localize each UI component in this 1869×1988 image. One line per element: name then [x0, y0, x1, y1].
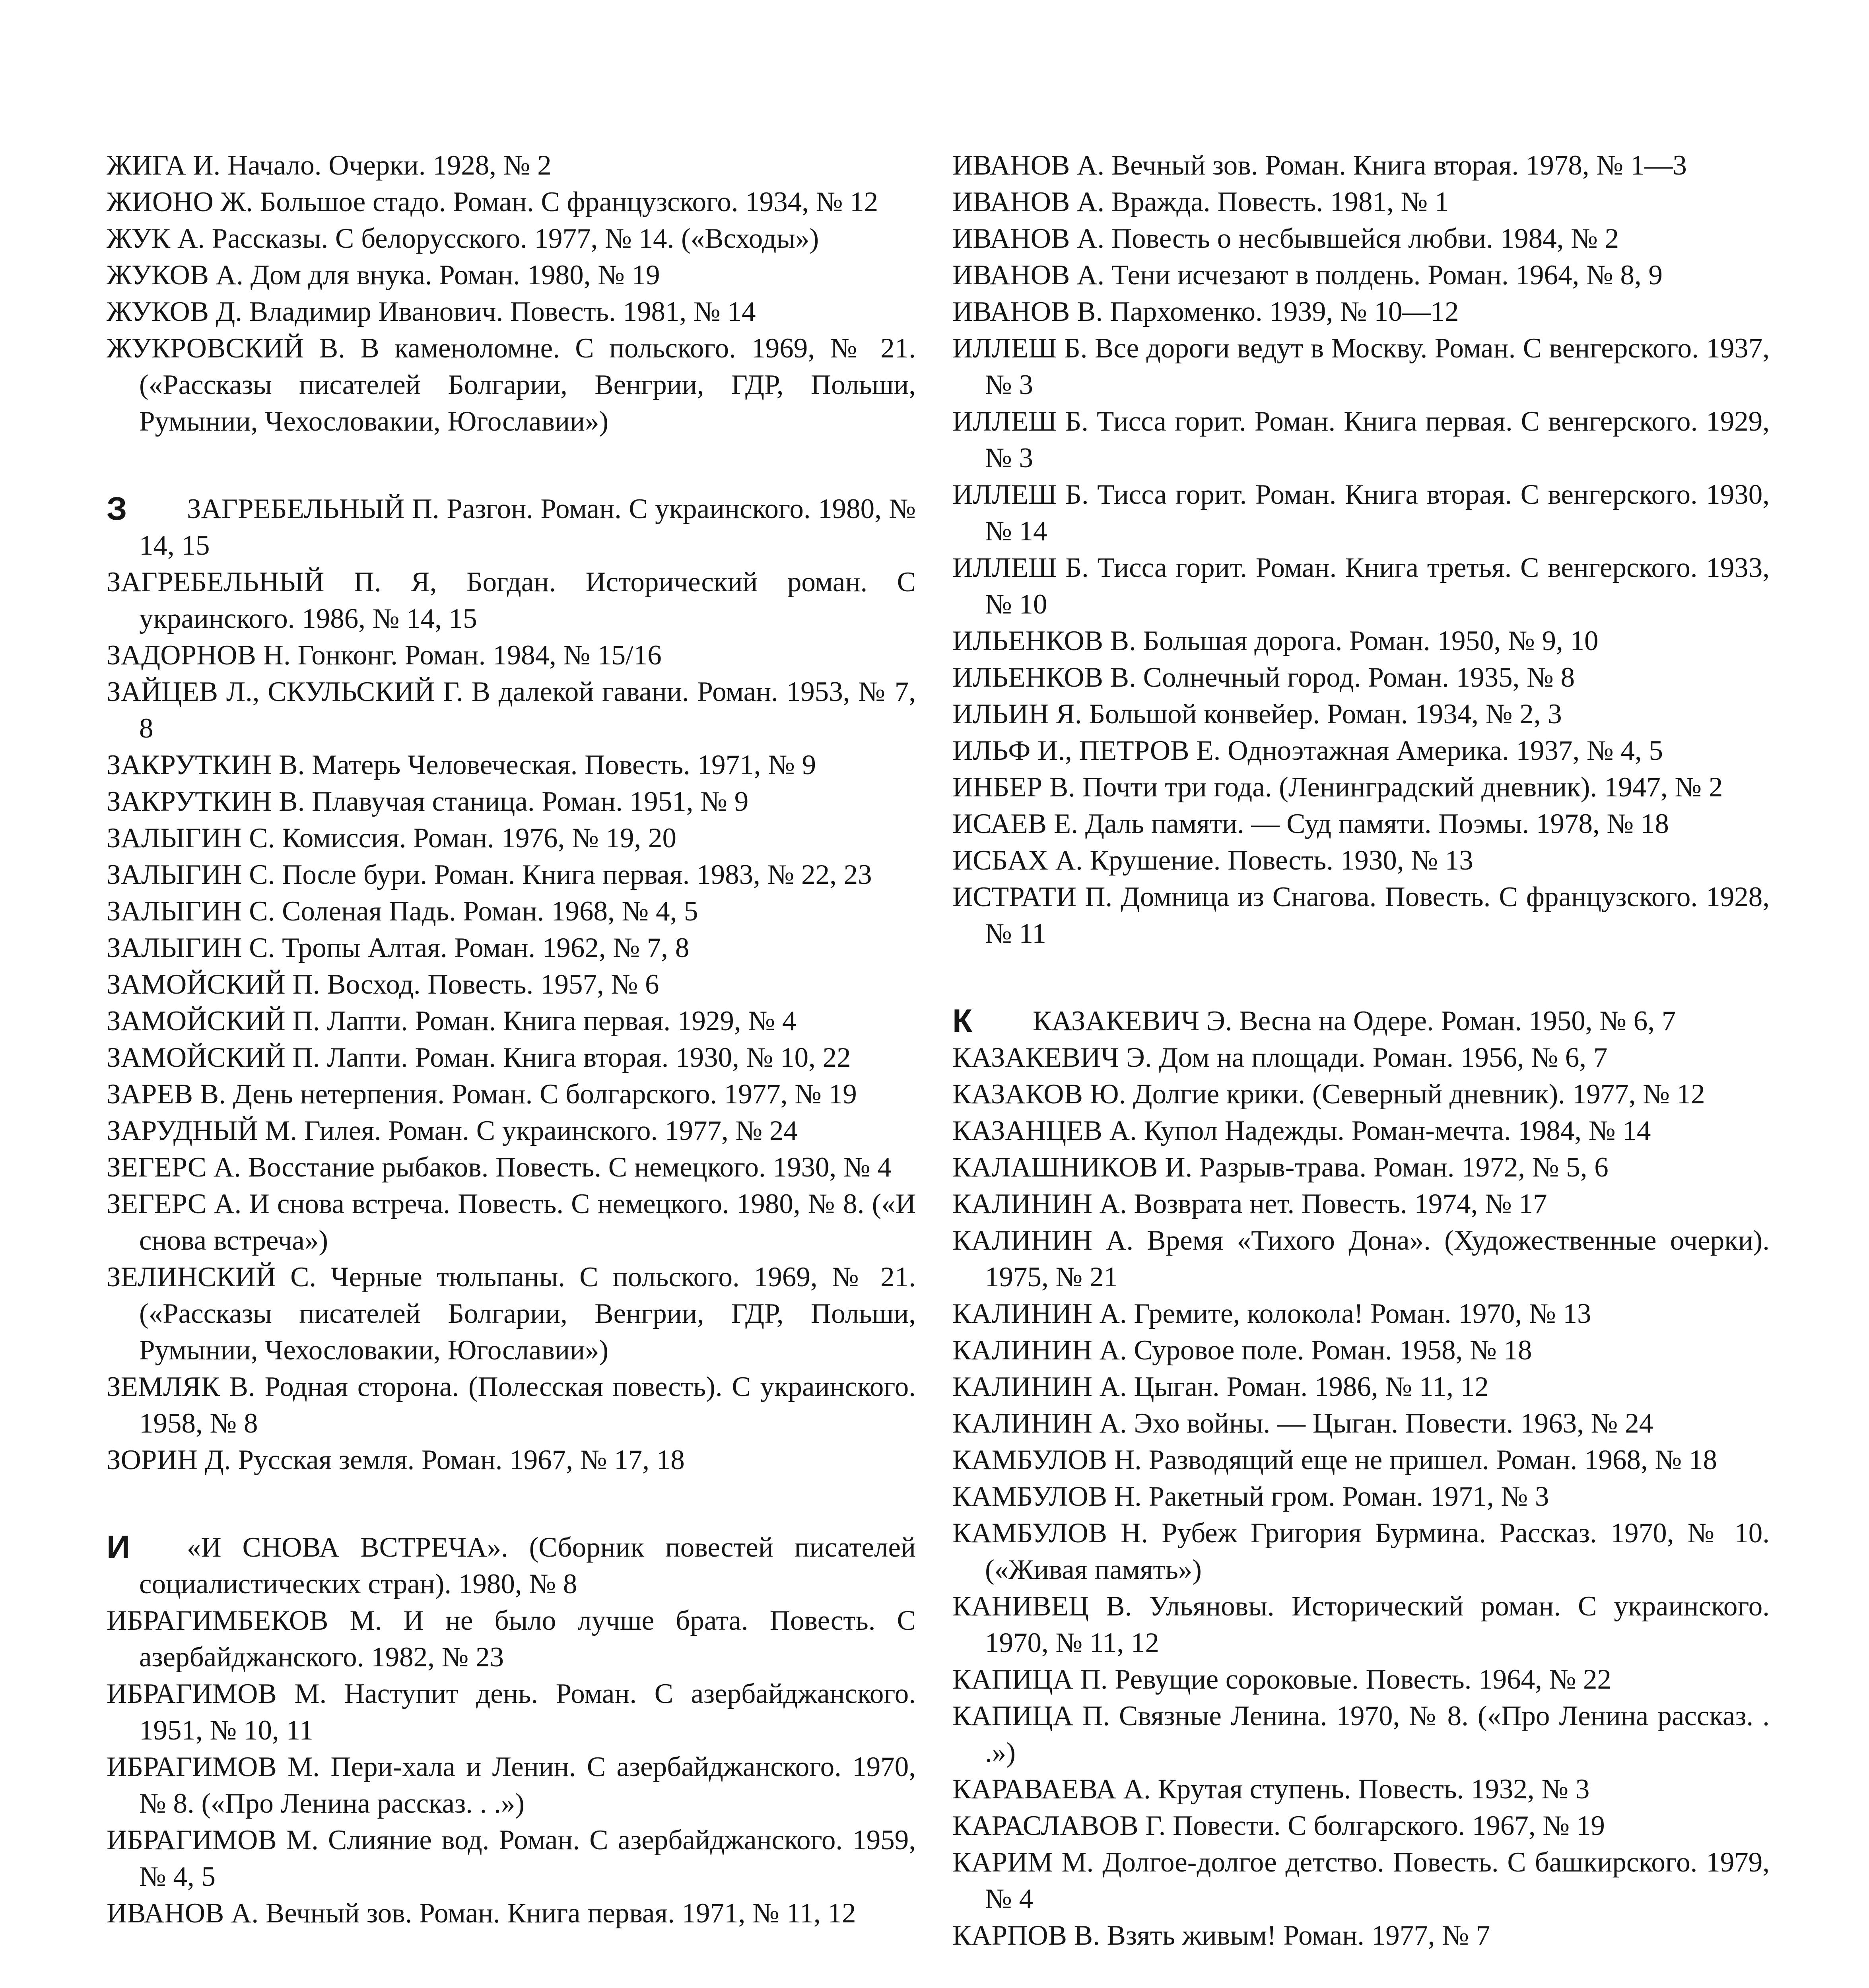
- bibliography-entry: КАЗАКЕВИЧ Э. Весна на Одере. Роман. 1950, № 6, 7: [1033, 1006, 1676, 1037]
- entry-list: [107, 491, 916, 1478]
- bibliography-entry: ЗАДОРНОВ Н. Гонконг. Роман. 1984, № 15/16: [107, 640, 662, 671]
- bibliography-entry: ЗАКРУТКИН В. Матерь Человеческая. Повесть. 1971, № 9: [107, 749, 816, 780]
- bibliography-entry: ЗАРЕВ В. День нетерпения. Роман. С болгарского. 1977, № 19: [107, 1079, 857, 1110]
- bibliography-entry: ЗАМОЙСКИЙ П. Лапти. Роман. Книга первая. 1929, № 4: [107, 1006, 797, 1037]
- bibliography-entry: КАПИЦА П. Ревущие сороковые. Повесть. 1964, № 22: [952, 1664, 1612, 1695]
- bibliography-entry: ЗАЛЫГИН С. После бури. Роман. Книга первая. 1983, № 22, 23: [107, 859, 872, 890]
- bibliography-entry: ЗАЛЫГИН С. Соленая Падь. Роман. 1968, № 4, 5: [107, 896, 698, 927]
- bibliography-entry: ЖУКОВ А. Дом для внука. Роман. 1980, № 19: [107, 260, 660, 291]
- bibliography-entry: ИБРАГИМОВ М. Пери-хала и Ленин. С азербайджанского. 1970, № 8. («Про Ленина рассказ. . .»): [107, 1751, 916, 1819]
- letter-section: [107, 1529, 916, 1932]
- bibliography-entry: ЗАКРУТКИН В. Плавучая станица. Роман. 1951, № 9: [107, 786, 749, 817]
- bibliography-entry: ЗАЛЫГИН С. Тропы Алтая. Роман. 1962, № 7, 8: [107, 932, 690, 963]
- bibliography-entry: ЖИОНО Ж. Большое стадо. Роман. С французского. 1934, № 12: [107, 186, 878, 217]
- bibliography-entry: КАНИВЕЦ В. Ульяновы. Исторический роман. С украинского. 1970, № 11, 12: [952, 1591, 1770, 1658]
- bibliography-entry: ИВАНОВ А. Вражда. Повесть. 1981, № 1: [952, 186, 1449, 217]
- bibliography-entry: ИЛЛЕШ Б. Все дороги ведут в Москву. Роман. С венгерского. 1937, № 3: [952, 333, 1770, 400]
- bibliography-entry: ЗАМОЙСКИЙ П. Восход. Повесть. 1957, № 6: [107, 969, 659, 1000]
- bibliography-entry: КАЗАКЕВИЧ Э. Дом на площади. Роман. 1956, № 6, 7: [952, 1042, 1608, 1073]
- entry-list: [952, 147, 1770, 952]
- bibliography-entry: ЗАГРЕБЕЛЬНЫЙ П. Я, Богдан. Исторический роман. С украинского. 1986, № 14, 15: [107, 567, 916, 634]
- bibliography-entry: КАРИМ М. Долгое-долгое детство. Повесть. С башкирского. 1979, № 4: [952, 1847, 1770, 1914]
- letter-section: [952, 1003, 1770, 1954]
- bibliography-entry: ИЛЛЕШ Б. Тисса горит. Роман. Книга вторая. С венгерского. 1930, № 14: [952, 479, 1770, 547]
- bibliography-entry: КАЗАНЦЕВ А. Купол Надежды. Роман-мечта. 1984, № 14: [952, 1115, 1651, 1146]
- bibliography-entry: ЗАЛЫГИН С. Комиссия. Роман. 1976, № 19, 20: [107, 823, 677, 854]
- bibliography-entry: ЗАГРЕБЕЛЬНЫЙ П. Разгон. Роман. С украинского. 1980, № 14, 15: [139, 493, 916, 561]
- bibliography-entry: КАРАВАЕВА А. Крутая ступень. Повесть. 1932, № 3: [952, 1774, 1590, 1805]
- entry-list: [952, 1003, 1770, 1954]
- bibliography-entry: КАМБУЛОВ Н. Ракетный гром. Роман. 1971, № 3: [952, 1481, 1549, 1512]
- bibliography-entry: КАЛАШНИКОВ И. Разрыв-трава. Роман. 1972, № 5, 6: [952, 1152, 1609, 1183]
- bibliography-entry: ЖУКОВ Д. Владимир Иванович. Повесть. 1981, № 14: [107, 296, 756, 327]
- bibliography-entry: ЗАРУДНЫЙ М. Гилея. Роман. С украинского. 1977, № 24: [107, 1115, 798, 1146]
- bibliography-entry: ИВАНОВ В. Пархоменко. 1939, № 10—12: [952, 296, 1459, 327]
- bibliography-entry: КАЛИНИН А. Гремите, колокола! Роман. 1970, № 13: [952, 1298, 1591, 1329]
- bibliography-entry: КАЛИНИН А. Возврата нет. Повесть. 1974, № 17: [952, 1188, 1547, 1219]
- bibliography-entry: ИСБАХ А. Крушение. Повесть. 1930, № 13: [952, 845, 1473, 876]
- right-column: [952, 147, 1770, 1954]
- bibliography-entry: КАМБУЛОВ Н. Разводящий еще не пришел. Роман. 1968, № 18: [952, 1444, 1717, 1475]
- bibliography-entry: ИЛЬФ И., ПЕТРОВ Е. Одноэтажная Америка. 1937, № 4, 5: [952, 735, 1663, 766]
- bibliography-entry: ЗЕГЕРС А. Восстание рыбаков. Повесть. С немецкого. 1930, № 4: [107, 1152, 892, 1183]
- entry-list: [107, 147, 916, 440]
- bibliography-entry: ЗОРИН Д. Русская земля. Роман. 1967, № 17, 18: [107, 1444, 685, 1475]
- letter-section: [107, 491, 916, 1478]
- bibliography-entry: ИЛЛЕШ Б. Тисса горит. Роман. Книга первая. С венгерского. 1929, № 3: [952, 406, 1770, 474]
- section-letter: И: [107, 1529, 130, 1565]
- bibliography-entry: ИВАНОВ А. Повесть о несбывшейся любви. 1984, № 2: [952, 223, 1619, 254]
- bibliography-entry: ИБРАГИМБЕКОВ М. И не было лучше брата. Повесть. С азербайджанского. 1982, № 23: [107, 1605, 916, 1673]
- bibliography-entry: ИЛЬИН Я. Большой конвейер. Роман. 1934, № 2, 3: [952, 699, 1562, 730]
- bibliography-entry: ИЛЬЕНКОВ В. Большая дорога. Роман. 1950, № 9, 10: [952, 625, 1599, 656]
- continued-section: [107, 147, 916, 440]
- bibliography-entry: ЖУКРОВСКИЙ В. В каменоломне. С польского. 1969, № 21. («Рассказы писателей Болгарии, Венгрии, ГДР, Польши, Румынии, Чехословакии, Югославии»): [107, 333, 916, 437]
- bibliography-entry: ЗАМОЙСКИЙ П. Лапти. Роман. Книга вторая. 1930, № 10, 22: [107, 1042, 851, 1073]
- bibliography-entry: ИБРАГИМОВ М. Слияние вод. Роман. С азербайджанского. 1959, № 4, 5: [107, 1825, 916, 1892]
- bibliography-entry: ЖУК А. Рассказы. С белорусского. 1977, № 14. («Всходы»): [107, 223, 819, 254]
- bibliography-entry: КАЛИНИН А. Время «Тихого Дона». (Художественные очерки). 1975, № 21: [952, 1225, 1770, 1293]
- section-letter: З: [107, 491, 127, 527]
- bibliography-entry: ИВАНОВ А. Вечный зов. Роман. Книга вторая. 1978, № 1—3: [952, 150, 1687, 181]
- bibliography-entry: ИЛЛЕШ Б. Тисса горит. Роман. Книга третья. С венгерского. 1933, № 10: [952, 552, 1770, 620]
- left-column: [107, 147, 916, 1932]
- bibliography-entry: ИВАНОВ А. Вечный зов. Роман. Книга первая. 1971, № 11, 12: [107, 1898, 856, 1929]
- section-letter: К: [952, 1003, 973, 1039]
- bibliography-entry: ЗАЙЦЕВ Л., СКУЛЬСКИЙ Г. В далекой гавани. Роман. 1953, № 7, 8: [107, 676, 916, 744]
- bibliography-entry: ИСАЕВ Е. Даль памяти. — Суд памяти. Поэмы. 1978, № 18: [952, 808, 1669, 839]
- bibliography-entry: КАЛИНИН А. Эхо войны. — Цыган. Повести. 1963, № 24: [952, 1408, 1653, 1439]
- entry-list: [107, 1529, 916, 1932]
- bibliography-entry: ЖИГА И. Начало. Очерки. 1928, № 2: [107, 150, 552, 181]
- bibliography-entry: КАРПОВ В. Взять живым! Роман. 1977, № 7: [952, 1920, 1490, 1951]
- bibliography-entry: ЗЕМЛЯК В. Родная сторона. (Полесская повесть). С украинского. 1958, № 8: [107, 1371, 916, 1439]
- bibliography-entry: ИБРАГИМОВ М. Наступит день. Роман. С азербайджанского. 1951, № 10, 11: [107, 1678, 916, 1746]
- continued-section: [952, 147, 1770, 952]
- bibliography-entry: КАРАСЛАВОВ Г. Повести. С болгарского. 1967, № 19: [952, 1810, 1605, 1841]
- bibliography-entry: ИНБЕР В. Почти три года. (Ленинградский дневник). 1947, № 2: [952, 772, 1723, 803]
- bibliography-entry: «И СНОВА ВСТРЕЧА». (Сборник повестей писателей социалистических стран). 1980, № 8: [139, 1532, 916, 1600]
- bibliography-entry: ЗЕЛИНСКИЙ С. Черные тюльпаны. С польского. 1969, № 21. («Рассказы писателей Болгарии, Венгрии, ГДР, Польши, Румынии, Чехословакии, Югославии»): [107, 1262, 916, 1366]
- bibliography-entry: ИВАНОВ А. Тени исчезают в полдень. Роман. 1964, № 8, 9: [952, 260, 1663, 291]
- bibliography-entry: ИСТРАТИ П. Домница из Снагова. Повесть. С французского. 1928, № 11: [952, 881, 1770, 949]
- bibliography-entry: КАЛИНИН А. Суровое поле. Роман. 1958, № 18: [952, 1335, 1532, 1366]
- bibliography-entry: КАПИЦА П. Связные Ленина. 1970, № 8. («Про Ленина рассказ. . .»): [952, 1701, 1770, 1768]
- bibliography-entry: КАЛИНИН А. Цыган. Роман. 1986, № 11, 12: [952, 1371, 1489, 1402]
- bibliography-entry: КАМБУЛОВ Н. Рубеж Григория Бурмина. Рассказ. 1970, № 10. («Живая память»): [952, 1518, 1770, 1585]
- bibliography-entry: ИЛЬЕНКОВ В. Солнечный город. Роман. 1935, № 8: [952, 662, 1575, 693]
- bibliography-entry: ЗЕГЕРС А. И снова встреча. Повесть. С немецкого. 1980, № 8. («И снова встреча»): [107, 1188, 916, 1256]
- bibliography-entry: КАЗАКОВ Ю. Долгие крики. (Северный дневник). 1977, № 12: [952, 1079, 1705, 1110]
